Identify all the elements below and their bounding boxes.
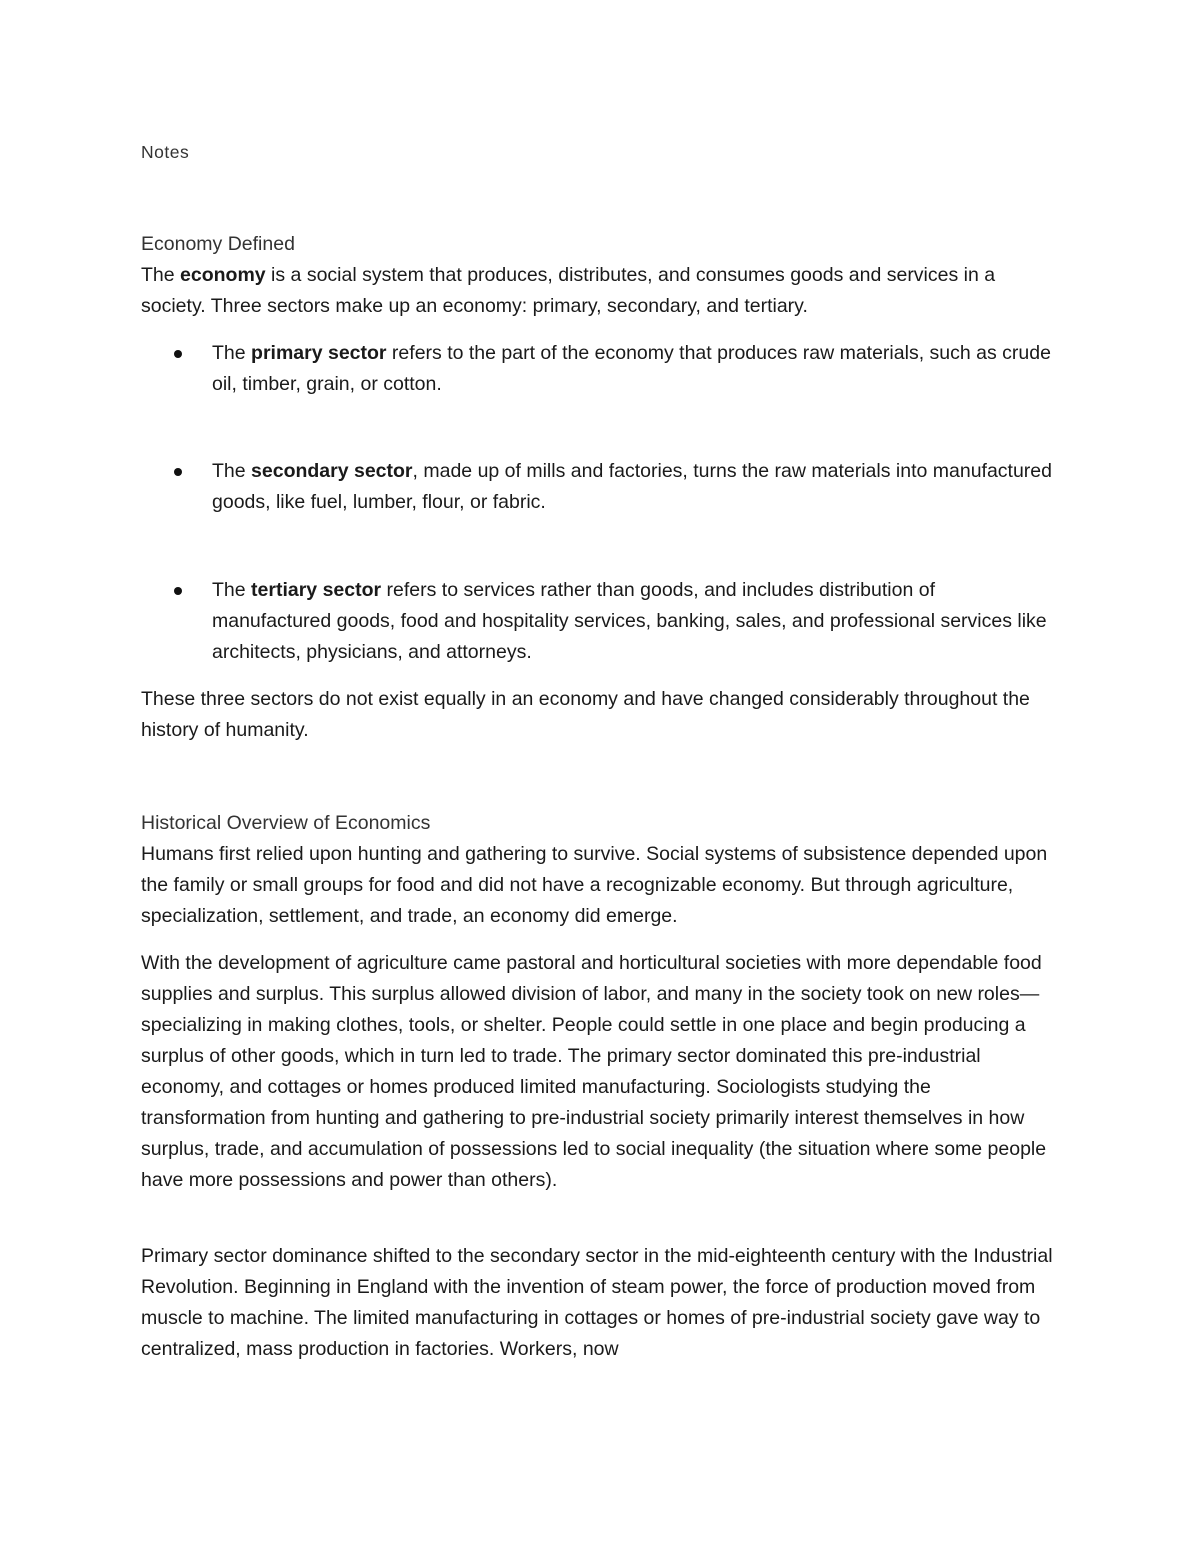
intro-paragraph — [141, 260, 1056, 322]
closing-paragraph-block — [141, 684, 1056, 746]
intro-text-pre: The — [141, 264, 181, 286]
section-historical-overview — [141, 808, 1056, 932]
bullet-dot-icon — [174, 468, 182, 476]
bullet-term: primary sector — [251, 342, 387, 364]
bullet-text — [212, 456, 1056, 518]
body-paragraph: Primary sector dominance shifted to the secondary sector in the mid-eighteenth century with the Industrial Revolution. Beginning in England with the invention of steam power, the force of production moved from muscle to machine. The limited manufacturing in cottages or homes of pre-industrial society gave way to centralized, mass production in factories. Workers, now — [141, 1245, 1053, 1360]
closing-paragraph: These three sectors do not exist equally in an economy and have changed considerably throughout the history of humanity. — [141, 688, 1030, 741]
section-heading: Economy Defined — [141, 233, 295, 255]
bullet-text-pre: The — [212, 460, 252, 482]
section-heading: Historical Overview of Economics — [141, 812, 431, 834]
list-item-secondary-sector — [141, 456, 1056, 518]
bullet-text-pre: The — [212, 342, 252, 364]
bullet-text-post: refers to the part of the economy that produces raw materials, such as crude oil, timber, grain, or cotton. — [212, 342, 1051, 395]
bullet-dot-icon — [174, 587, 182, 595]
bullet-text — [212, 575, 1056, 668]
bullet-term: tertiary sector — [251, 579, 382, 601]
notes-label: Notes — [141, 142, 190, 162]
section-economy-defined — [141, 229, 1056, 322]
bullet-text-post: , made up of mills and factories, turns the raw materials into manufactured goods, like fuel, lumber, flour, or fabric. — [212, 460, 1052, 513]
body-paragraph: With the development of agriculture came pastoral and horticultural societies with more dependable food supplies and surplus. This surplus allowed division of labor, and many in the society took on new roles—specializing in making clothes, tools, or shelter. People could settle in one place and begin producing a surplus of other goods, which in turn led to trade. The primary sector dominated this pre-industrial economy, and cottages or homes produced limited manufacturing. Sociologists studying the transformation from hunting and gathering to pre-industrial society primarily interest themselves in how surplus, trade, and accumulation of possessions led to social inequality (the situation where some people have more possessions and power than others). — [141, 952, 1047, 1191]
list-item-tertiary-sector — [141, 575, 1056, 668]
body-paragraph-block — [141, 1241, 1056, 1365]
list-item-primary-sector — [141, 338, 1056, 400]
bullet-dot-icon — [174, 350, 182, 358]
bullet-term: secondary sector — [251, 460, 413, 482]
body-paragraph: Humans first relied upon hunting and gathering to survive. Social systems of subsistence depended upon the family or small groups for food and did not have a recognizable economy. But through agriculture, specialization, settlement, and trade, an economy did emerge. — [141, 843, 1048, 927]
body-paragraph-block — [141, 948, 1056, 1196]
bullet-text-post: refers to services rather than goods, and includes distribution of manufactured goods, food and hospitality services, banking, sales, and professional services like architects, physicians, and attorneys. — [212, 579, 1047, 663]
intro-term-economy: economy — [180, 264, 266, 286]
bullet-text — [212, 338, 1056, 400]
intro-text-post: is a social system that produces, distributes, and consumes goods and services in a society. Three sectors make up an economy: primary, secondary, and tertiary. — [141, 264, 996, 317]
bullet-text-pre: The — [212, 579, 252, 601]
